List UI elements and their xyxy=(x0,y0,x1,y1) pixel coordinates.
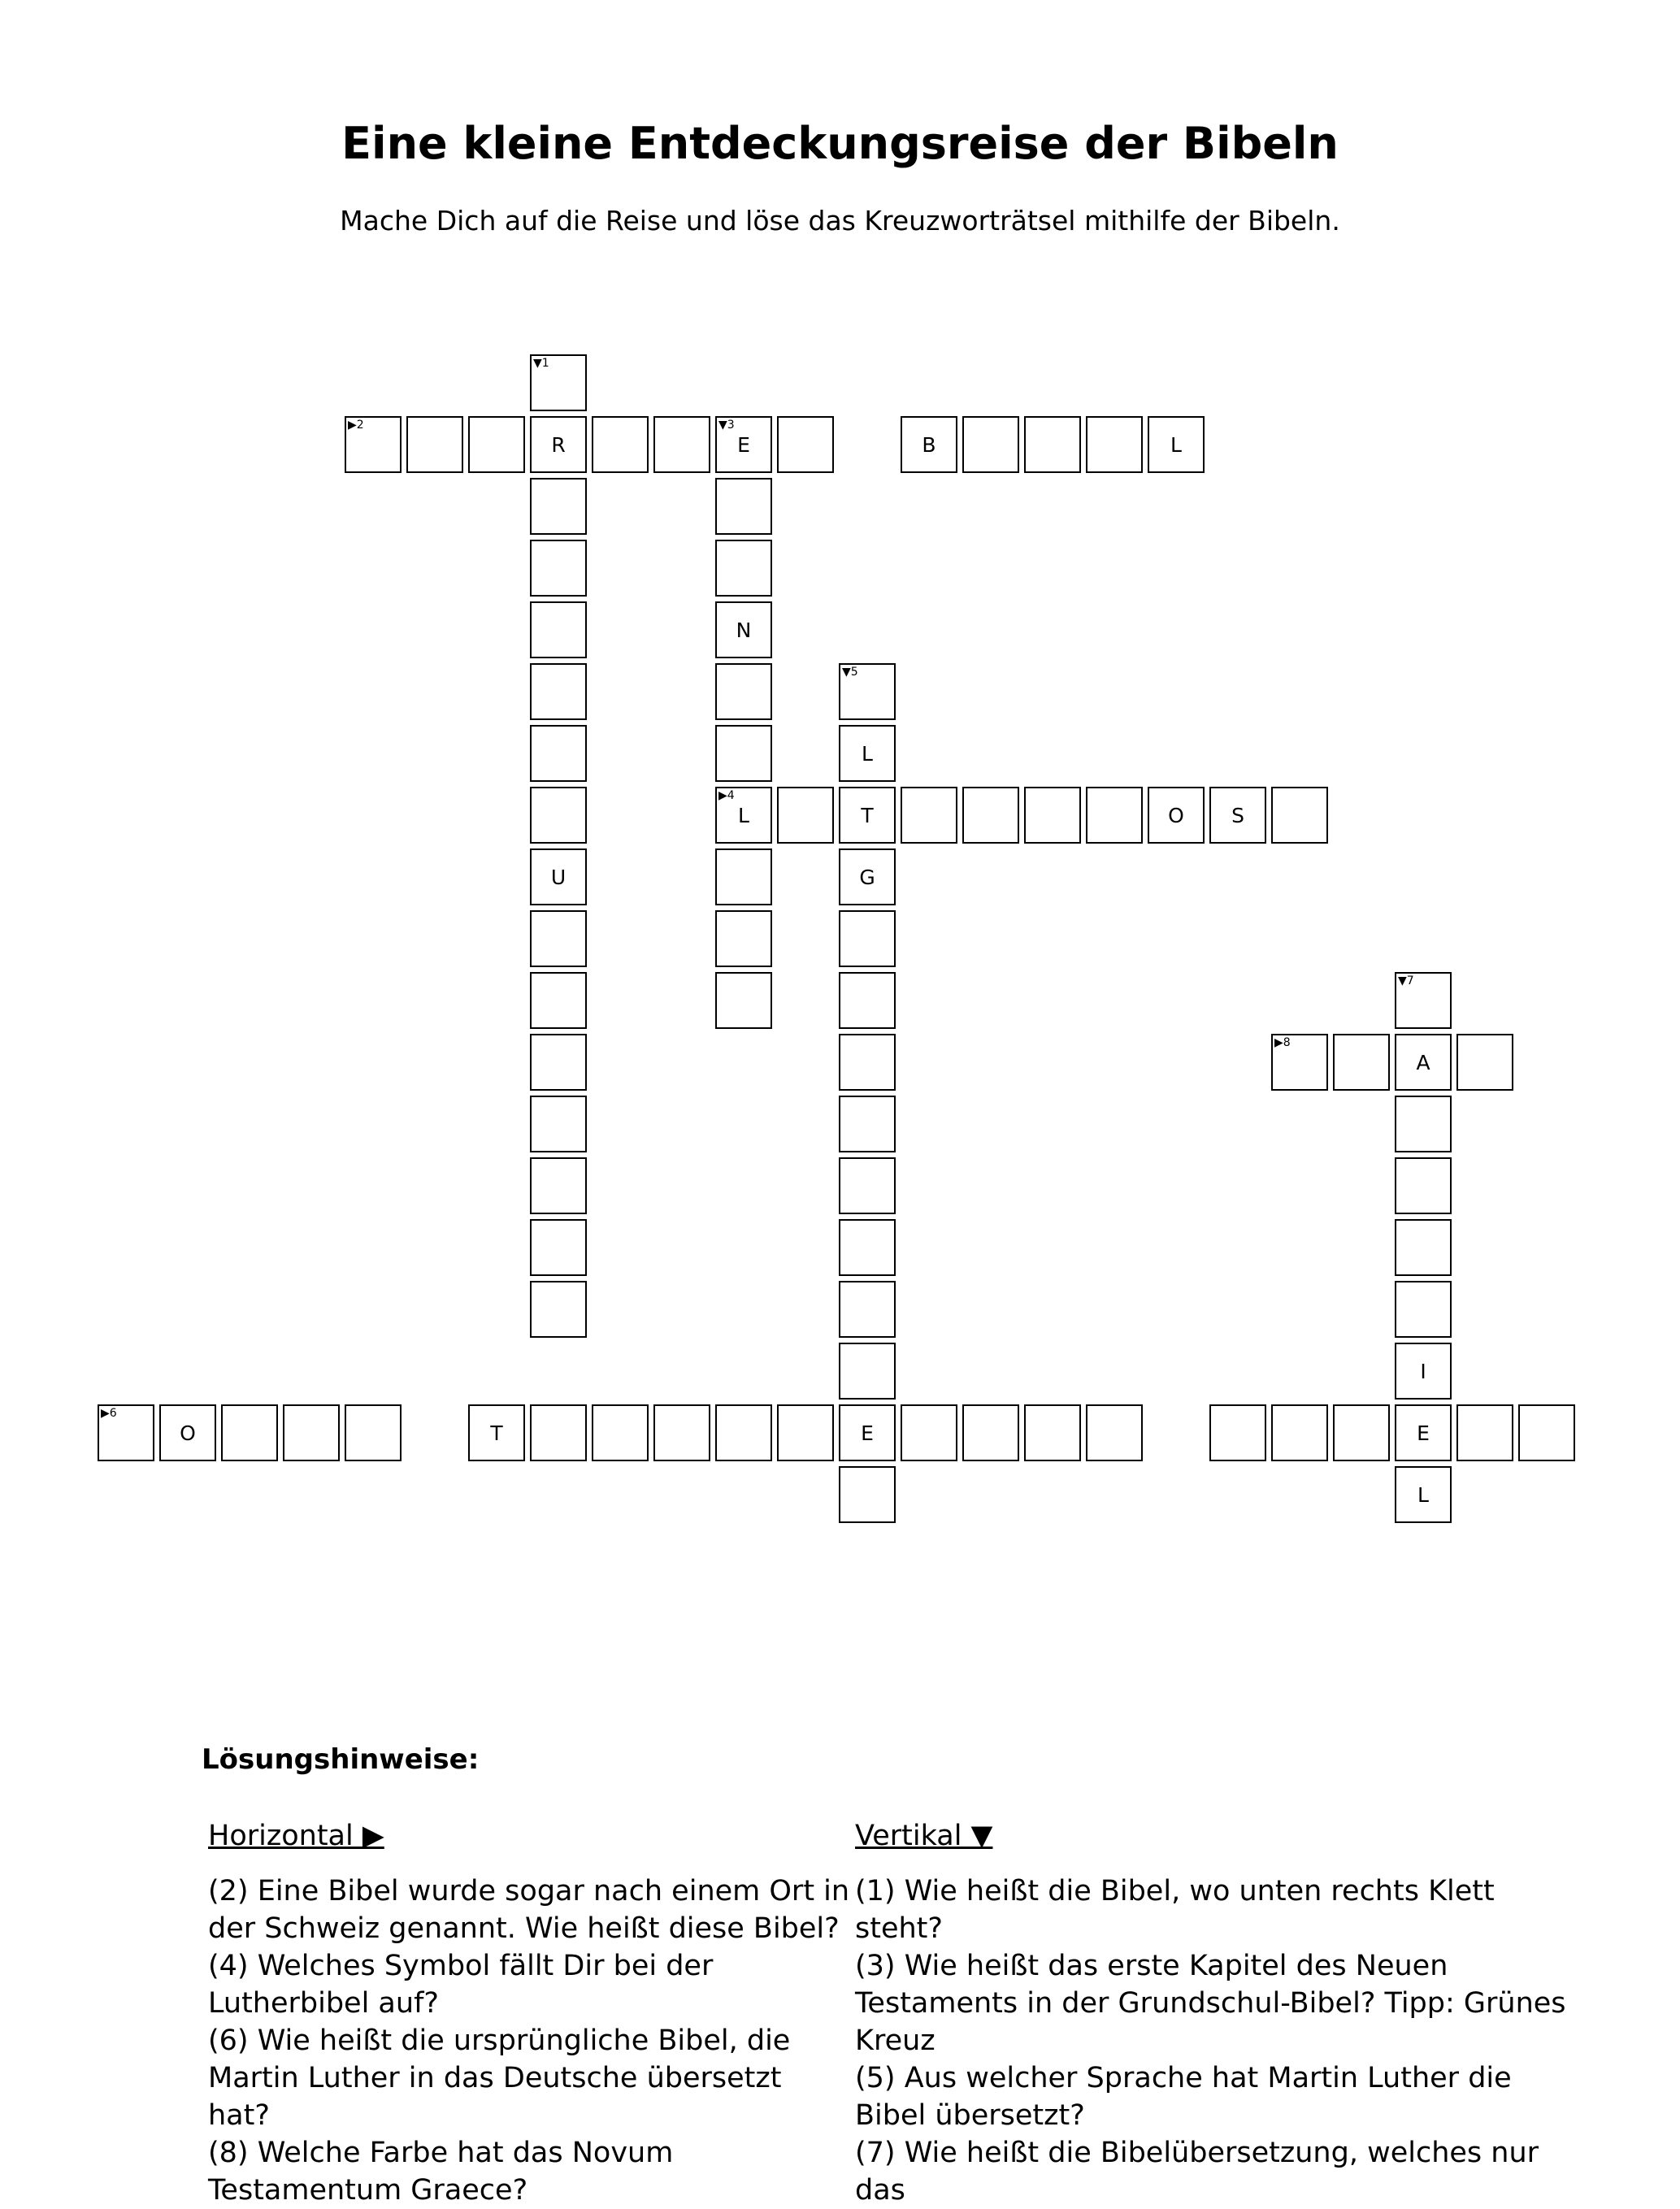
cell-letter: R xyxy=(551,432,566,457)
crossword-cell[interactable] xyxy=(1395,1466,1452,1523)
crossword-cell[interactable] xyxy=(901,416,957,473)
crossword-cell[interactable] xyxy=(715,787,772,844)
horizontal-heading: Horizontal ▶ xyxy=(208,1820,384,1852)
crossword-cell[interactable] xyxy=(777,787,834,844)
page-title: Eine kleine Entdeckungsreise der Bibeln xyxy=(341,118,1339,169)
page-subtitle: Mache Dich auf die Reise und löse das Kreuzworträtsel mithilfe der Bibeln. xyxy=(340,205,1340,237)
crossword-cell[interactable] xyxy=(530,910,587,967)
crossword-cell[interactable] xyxy=(530,972,587,1029)
crossword-cell[interactable] xyxy=(345,416,402,473)
crossword-cell[interactable] xyxy=(715,663,772,720)
crossword-cell[interactable] xyxy=(159,1404,216,1461)
clue-vertical-5: (5) Aus welcher Sprache hat Martin Luther die Bibel übersetzt? xyxy=(855,2062,1512,2132)
clue-horizontal-8: (8) Welche Farbe hat das Novum Testamentum Graece? xyxy=(208,2137,674,2207)
clue-vertical-3: (3) Wie heißt das erste Kapitel des Neuen Testaments in der Grundschul-Bibel? Tipp: Grünes Kreuz xyxy=(855,1950,1566,2057)
crossword-cell[interactable] xyxy=(962,1404,1019,1461)
crossword-cell[interactable] xyxy=(1456,1404,1513,1461)
cell-letter: S xyxy=(1231,803,1244,827)
crossword-cell[interactable] xyxy=(530,1034,587,1091)
crossword-cell[interactable] xyxy=(530,1281,587,1338)
crossword-cell[interactable] xyxy=(1086,1404,1143,1461)
cell-letter: L xyxy=(1417,1482,1429,1507)
crossword-cell[interactable] xyxy=(1395,972,1452,1029)
crossword-cell[interactable] xyxy=(715,972,772,1029)
crossword-cell[interactable] xyxy=(530,848,587,905)
crossword-cell[interactable] xyxy=(777,416,834,473)
crossword-cell[interactable] xyxy=(406,416,463,473)
crossword-cell[interactable] xyxy=(901,787,957,844)
crossword-cell[interactable] xyxy=(653,416,710,473)
crossword-cell[interactable] xyxy=(715,1404,772,1461)
crossword-cell[interactable] xyxy=(839,1157,896,1214)
crossword-cell[interactable] xyxy=(1209,1404,1266,1461)
crossword-cell[interactable] xyxy=(468,416,525,473)
crossword-cell[interactable] xyxy=(1024,787,1081,844)
crossword-cell[interactable] xyxy=(839,663,896,720)
crossword-cell[interactable] xyxy=(1333,1404,1390,1461)
cell-letter: L xyxy=(738,803,749,827)
clue-vertical-1: (1) Wie heißt die Bibel, wo unten rechts Klett steht? xyxy=(855,1875,1495,1945)
crossword-cell[interactable] xyxy=(839,787,896,844)
crossword-cell[interactable] xyxy=(962,787,1019,844)
crossword-cell[interactable] xyxy=(715,601,772,658)
clue-horizontal-4: (4) Welches Symbol fällt Dir bei der Lutherbibel auf? xyxy=(208,1950,714,2020)
crossword-cell[interactable] xyxy=(839,1343,896,1400)
crossword-cell[interactable] xyxy=(530,540,587,597)
crossword-cell[interactable] xyxy=(345,1404,402,1461)
cell-letter: O xyxy=(180,1421,196,1445)
cell-letter: U xyxy=(550,865,567,889)
crossword-cell[interactable] xyxy=(283,1404,340,1461)
cell-letter: E xyxy=(737,432,750,457)
clue-number: ▶4 xyxy=(718,789,735,802)
crossword-cell[interactable] xyxy=(839,1034,896,1091)
crossword-cell[interactable] xyxy=(715,416,772,473)
horizontal-clues xyxy=(208,1817,850,2209)
crossword-cell[interactable] xyxy=(1395,1096,1452,1152)
crossword-cell[interactable] xyxy=(1395,1404,1452,1461)
cell-letter: T xyxy=(861,803,874,827)
crossword-cell[interactable] xyxy=(1395,1281,1452,1338)
crossword-cell[interactable] xyxy=(221,1404,278,1461)
cell-letter: L xyxy=(862,741,873,766)
crossword-cell[interactable] xyxy=(1086,416,1143,473)
crossword-cell[interactable] xyxy=(1024,1404,1081,1461)
vertical-clues xyxy=(855,1817,1587,2209)
cell-letter: A xyxy=(1416,1050,1430,1074)
crossword-cell[interactable] xyxy=(530,725,587,782)
cell-letter: O xyxy=(1168,803,1184,827)
cell-letter: G xyxy=(859,865,875,889)
crossword-cell[interactable] xyxy=(777,1404,834,1461)
clue-number: ▼5 xyxy=(842,666,858,679)
crossword-cell[interactable] xyxy=(468,1404,525,1461)
crossword-cell[interactable] xyxy=(1395,1157,1452,1214)
cell-letter: E xyxy=(861,1421,874,1445)
crossword-cell[interactable] xyxy=(839,848,896,905)
crossword-cell[interactable] xyxy=(839,910,896,967)
crossword-cell[interactable] xyxy=(1395,1034,1452,1091)
crossword-cell[interactable] xyxy=(592,416,649,473)
crossword-cell[interactable] xyxy=(1271,1404,1328,1461)
crossword-cell[interactable] xyxy=(839,972,896,1029)
crossword-cell[interactable] xyxy=(530,1219,587,1276)
crossword-cell[interactable] xyxy=(1086,787,1143,844)
crossword-cell[interactable] xyxy=(715,540,772,597)
crossword-cell[interactable] xyxy=(530,1404,587,1461)
crossword-cell[interactable] xyxy=(98,1404,154,1461)
crossword-cell[interactable] xyxy=(715,848,772,905)
clue-horizontal-6: (6) Wie heißt die ursprüngliche Bibel, die Martin Luther in das Deutsche übersetzt hat? xyxy=(208,2025,791,2132)
crossword-cell[interactable] xyxy=(592,1404,649,1461)
crossword-cell[interactable] xyxy=(1518,1404,1575,1461)
crossword-cell[interactable] xyxy=(1395,1343,1452,1400)
clue-vertical-7: (7) Wie heißt die Bibelübersetzung, welches nur das xyxy=(855,2137,1539,2207)
crossword-cell[interactable] xyxy=(839,1466,896,1523)
clue-number: ▼3 xyxy=(718,419,735,432)
vertical-heading: Vertikal ▼ xyxy=(855,1820,993,1852)
crossword-cell[interactable] xyxy=(530,601,587,658)
cell-letter: N xyxy=(736,618,752,642)
cell-letter: E xyxy=(1417,1421,1430,1445)
crossword-cell[interactable] xyxy=(1271,787,1328,844)
crossword-cell[interactable] xyxy=(962,416,1019,473)
clue-horizontal-2: (2) Eine Bibel wurde sogar nach einem Ort in der Schweiz genannt. Wie heißt diese Bibel? xyxy=(208,1875,850,1945)
crossword-cell[interactable] xyxy=(839,1219,896,1276)
crossword-cell[interactable] xyxy=(1148,416,1205,473)
crossword-cell[interactable] xyxy=(715,478,772,535)
crossword-cell[interactable] xyxy=(901,1404,957,1461)
cell-letter: L xyxy=(1170,432,1182,457)
cell-letter: B xyxy=(922,432,936,457)
crossword-cell[interactable] xyxy=(839,1404,896,1461)
crossword-cell[interactable] xyxy=(839,725,896,782)
crossword-cell[interactable] xyxy=(839,1096,896,1152)
cell-letter: T xyxy=(490,1421,503,1445)
crossword-cell[interactable] xyxy=(530,663,587,720)
crossword-cell[interactable] xyxy=(530,1096,587,1152)
clue-number: ▶8 xyxy=(1274,1036,1291,1049)
crossword-cell[interactable] xyxy=(653,1404,710,1461)
crossword-cell[interactable] xyxy=(715,725,772,782)
crossword-cell[interactable] xyxy=(715,910,772,967)
crossword-cell[interactable] xyxy=(1456,1034,1513,1091)
crossword-cell[interactable] xyxy=(1333,1034,1390,1091)
crossword-cell[interactable] xyxy=(530,354,587,411)
crossword-cell[interactable] xyxy=(1395,1219,1452,1276)
crossword-cell[interactable] xyxy=(1209,787,1266,844)
clue-number: ▼1 xyxy=(533,357,549,370)
cell-letter: I xyxy=(1420,1359,1426,1383)
hints-title: Lösungshinweise: xyxy=(202,1743,480,1776)
crossword-cell[interactable] xyxy=(1024,416,1081,473)
clue-number: ▶6 xyxy=(101,1407,117,1420)
clue-number: ▶2 xyxy=(348,419,364,432)
clue-number: ▼7 xyxy=(1398,974,1414,987)
crossword-cell[interactable] xyxy=(530,478,587,535)
crossword-cell[interactable] xyxy=(839,1281,896,1338)
crossword-cell[interactable] xyxy=(1271,1034,1328,1091)
crossword-cell[interactable] xyxy=(530,1157,587,1214)
crossword-cell[interactable] xyxy=(530,787,587,844)
crossword-cell[interactable] xyxy=(1148,787,1205,844)
crossword-cell[interactable] xyxy=(530,416,587,473)
